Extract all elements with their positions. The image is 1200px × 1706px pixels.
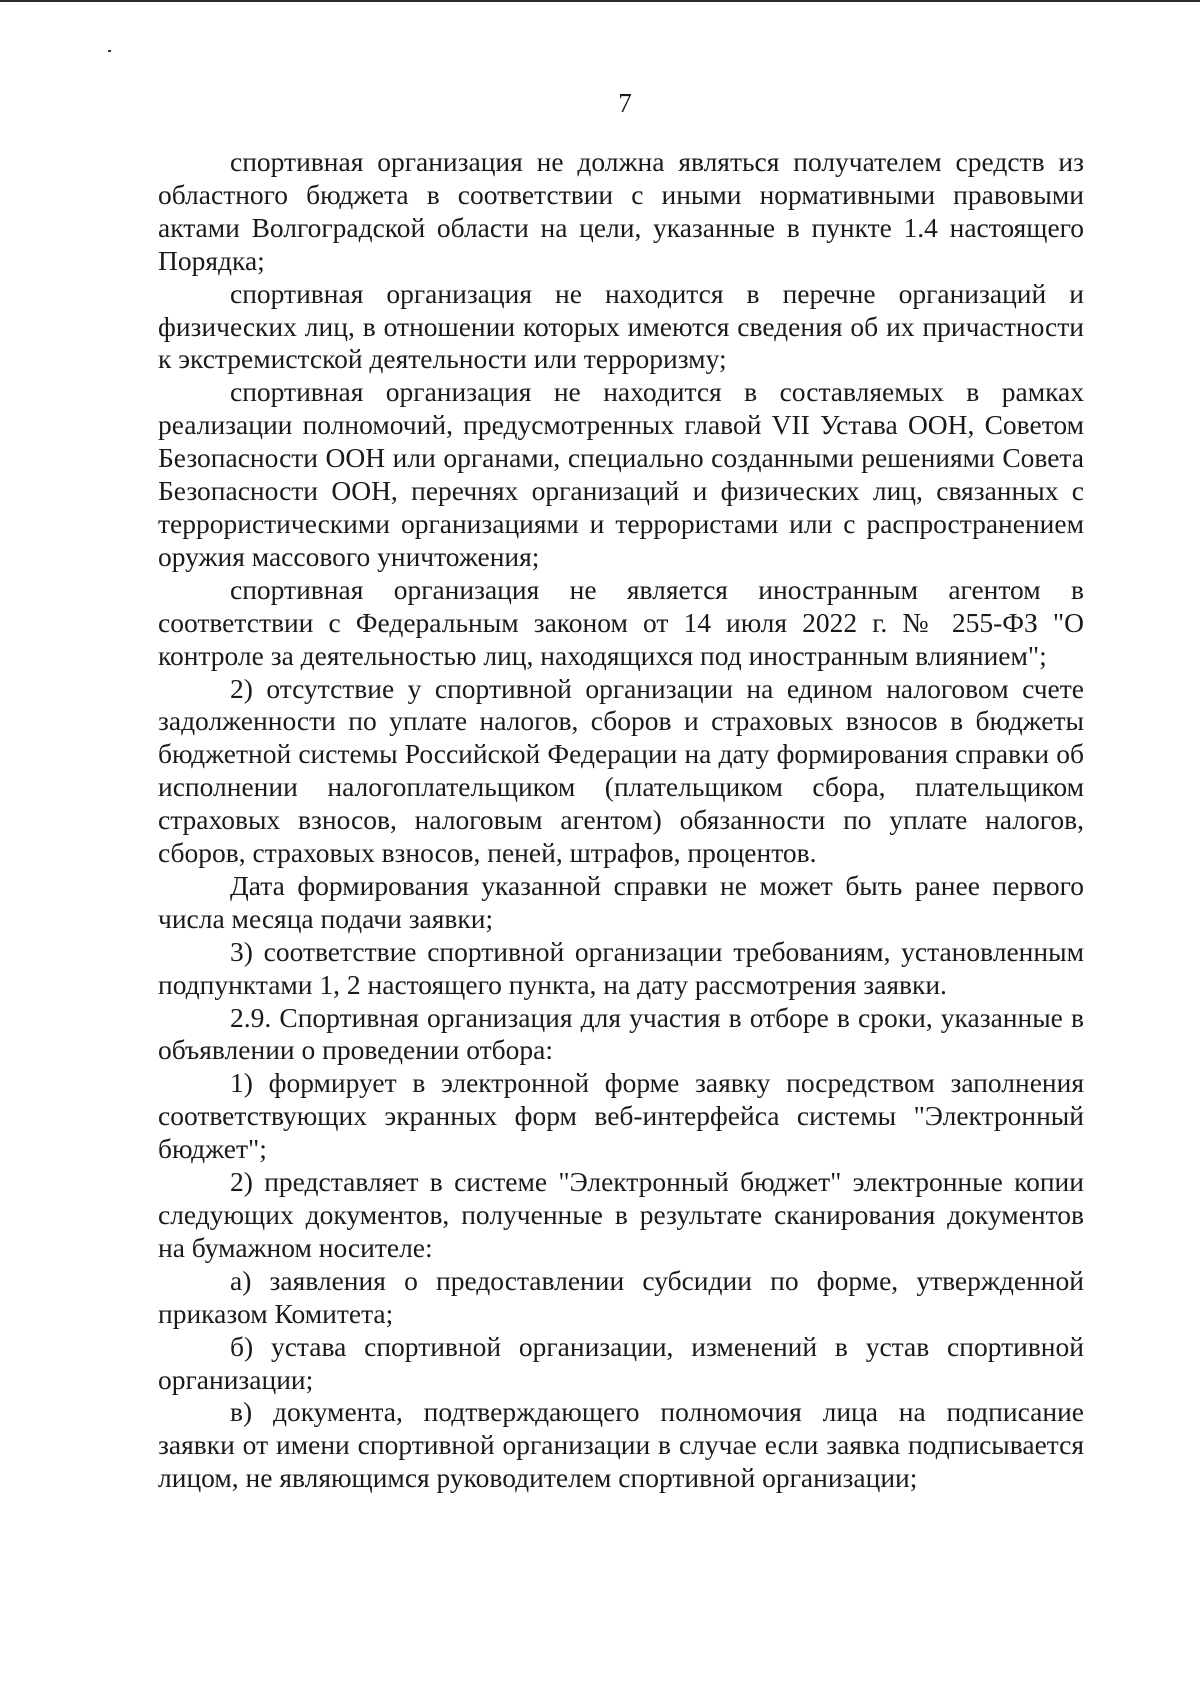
paragraph-not-budget-recipient: спортивная организация не должна являться получателем средств из областного бюджета в соответствии с иными нормативными правовыми актами Волгоградской области на цели, указанные в пункте 1.4 настоящего Порядка;	[158, 146, 1084, 276]
document-body	[158, 146, 1084, 1495]
paragraph-section-2-9: 2.9. Спортивная организация для участия в отборе в сроки, указанные в объявлении о проведении отбора:	[158, 1001, 1084, 1066]
paragraph-certificate-date: Дата формирования указанной справки не может быть ранее первого числа месяца подачи заявки;	[158, 869, 1084, 934]
paragraph-item-b: б) устава спортивной организации, изменений в устав спортивной организации;	[158, 1330, 1084, 1395]
paragraph-item-a: а) заявления о предоставлении субсидии по форме, утвержденной приказом Комитета;	[158, 1264, 1084, 1329]
page-top-border	[0, 0, 1200, 2]
paragraph-requirements-compliance: 3) соответствие спортивной организации требованиям, установленным подпунктами 1, 2 настоящего пункта, на дату рассмотрения заявки.	[158, 935, 1084, 1000]
paragraph-no-tax-debt: 2) отсутствие у спортивной организации на едином налоговом счете задолженности по уплате налогов, сборов и страховых взносов в бюджеты бюджетной системы Российской Федерации на дату формирования справки об исполнении налогоплательщиком (плательщиком сбора, плательщиком страховых взносов, налоговым агентом) обязанности по уплате налогов, сборов, страховых взносов, пеней, штрафов, процентов.	[158, 672, 1084, 869]
paragraph-electronic-application: 1) формирует в электронной форме заявку посредством заполнения соответствующих экранных форм веб-интерфейса системы "Электронный бюджет";	[158, 1067, 1084, 1165]
scan-speck	[108, 50, 111, 52]
paragraph-scanned-copies: 2) представляет в системе "Электронный бюджет" электронные копии следующих документов, полученные в результате сканирования документов на бумажном носителе:	[158, 1166, 1084, 1263]
page-number: 7	[618, 88, 632, 118]
paragraph-not-foreign-agent: спортивная организация не является иностранным агентом в соответствии с Федеральным законом от 14 июля 2022 г. № 255-ФЗ "О контроле за деятельностью лиц, находящихся под иностранным влиянием";	[158, 573, 1084, 671]
paragraph-item-v: в) документа, подтверждающего полномочия лица на подписание заявки от имени спортивной организации в случае если заявка подписывается лицом, не являющимся руководителем спортивной организации;	[158, 1396, 1084, 1494]
paragraph-not-extremism-list: спортивная организация не находится в перечне организаций и физических лиц, в отношении которых имеются сведения об их причастности к экстремистской деятельности или терроризму;	[158, 277, 1084, 375]
paragraph-not-un-sanctions-list: спортивная организация не находится в составляемых в рамках реализации полномочий, предусмотренных главой VII Устава ООН, Советом Безопасности ООН или органами, специально созданными решениями Совета Безопасности ООН, перечнях организаций и физических лиц, связанных с террористическими организациями и террористами или с распространением оружия массового уничтожения;	[158, 376, 1084, 572]
